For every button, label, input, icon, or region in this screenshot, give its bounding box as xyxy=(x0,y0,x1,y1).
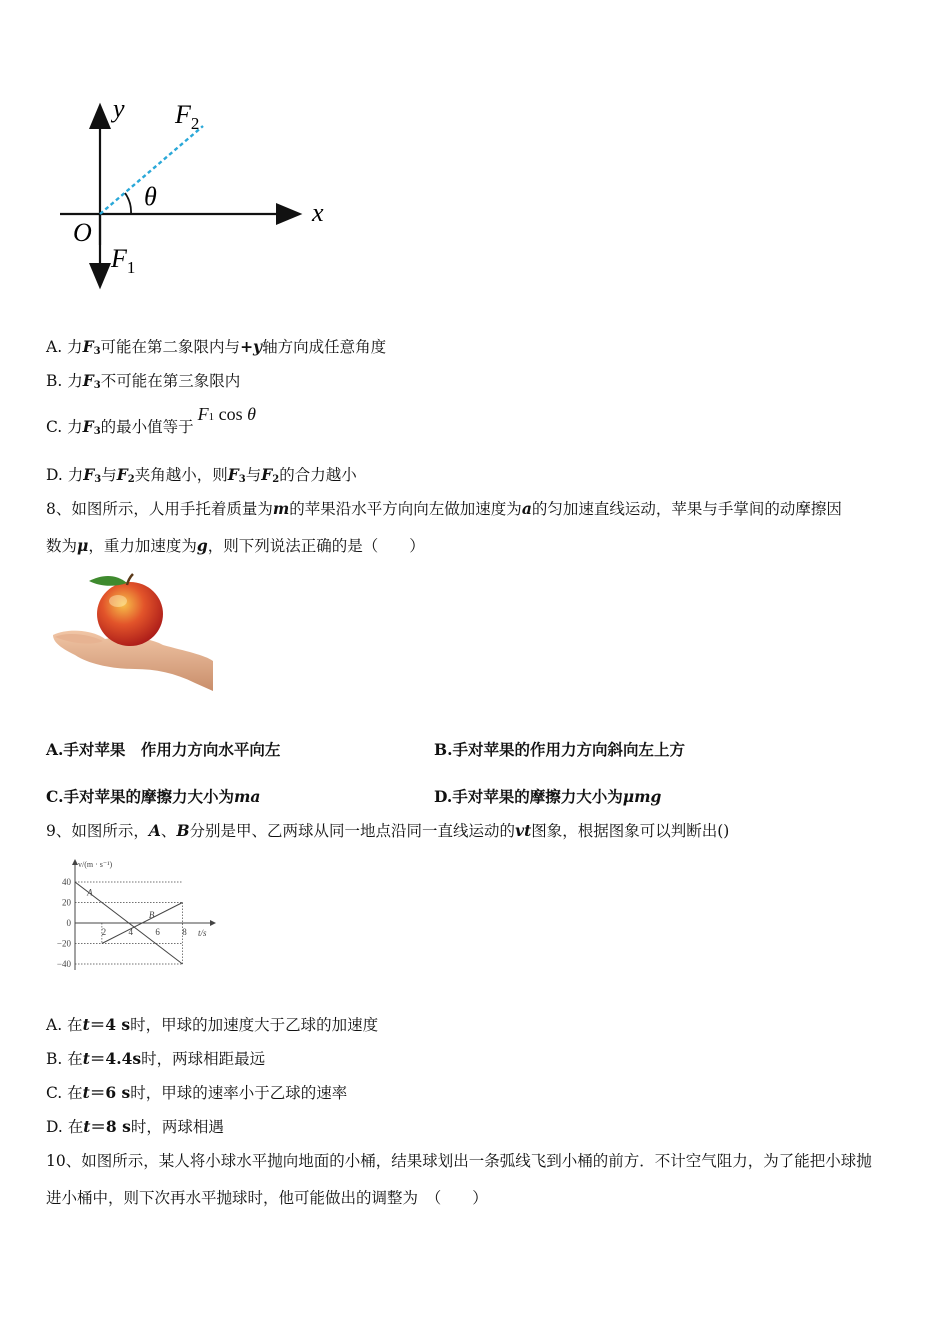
q7-d-tail: 的合力越小 xyxy=(279,466,357,484)
chart-series-label: A xyxy=(87,887,93,898)
chart-y-tick-label: −40 xyxy=(56,959,71,969)
q8-d-math: μmg xyxy=(622,787,662,806)
q7-d-f3: F xyxy=(83,465,95,484)
q9-b-prefix: B. 在 xyxy=(46,1050,83,1068)
chart-series-label: B xyxy=(148,909,155,920)
q9-option-c xyxy=(46,1081,347,1103)
q9-c-t: t xyxy=(82,1083,90,1102)
q9-a-value: ＝4 s xyxy=(89,1015,131,1034)
q9-vt: vt xyxy=(515,821,532,840)
q9-text-d: ) xyxy=(723,822,730,840)
force-diagram xyxy=(55,95,345,305)
q8-c-text: C.手对苹果的摩擦力大小为 xyxy=(46,787,234,806)
q9-a-prefix: A. 在 xyxy=(46,1016,83,1034)
f1-label: $F_1$ xyxy=(111,244,136,277)
q7-d-f2b: F xyxy=(261,465,273,484)
q8-option-d xyxy=(434,785,661,807)
q7-b-text: 不可能在第三象限内 xyxy=(100,372,241,390)
q9-option-d xyxy=(46,1115,224,1137)
y-axis-label: y xyxy=(113,95,125,123)
q8-option-c xyxy=(46,785,260,807)
q8-mu: μ xyxy=(77,536,89,555)
q8-text-b: 的苹果沿水平方向向左做加速度为 xyxy=(289,500,522,518)
q7-d-mid: 与 xyxy=(101,466,117,484)
q8-text-f: ，则下列说法正确的是（ ） xyxy=(207,537,425,555)
q9-text-c: 图象，根据图象可以判断出( xyxy=(531,822,724,840)
q9-d-value: ＝8 s xyxy=(90,1117,131,1136)
q9-a-t: t xyxy=(82,1015,90,1034)
q10-text-1: 如图所示，某人将小球水平抛向地面的小桶，结果球划出一条弧线飞到小桶的前方．不计空气阻力，为了能把小球抛 xyxy=(81,1152,872,1170)
theta-arc xyxy=(125,193,131,214)
q8-g: g xyxy=(196,536,208,555)
q7-d-mid2: 与 xyxy=(245,466,262,484)
q7-a-sub: 3 xyxy=(93,346,101,357)
vt-chart xyxy=(50,855,225,985)
q9-text-a: 如图所示， xyxy=(71,822,149,840)
q9-d-prefix: D. 在 xyxy=(46,1118,84,1136)
q9-option-b xyxy=(46,1047,265,1069)
q9-number: 9、 xyxy=(46,822,72,840)
q9-a: A xyxy=(148,821,161,840)
q8-stem-line2 xyxy=(46,534,425,556)
q7-c-text: 的最小值等于 xyxy=(100,418,194,436)
q9-b-t: t xyxy=(82,1049,90,1068)
q7-d-f3-sub: 3 xyxy=(94,474,102,485)
chart-y-tick-label: 40 xyxy=(62,877,71,887)
q8-text-d: 数为 xyxy=(46,537,78,555)
f2-label: $F_2$ xyxy=(175,100,200,133)
origin-label: O xyxy=(73,218,92,247)
q8-d-text: D.手对苹果的摩擦力大小为 xyxy=(434,787,623,806)
q8-option-a: A.手对苹果 作用力方向水平向左 xyxy=(46,740,281,759)
q10-stem-line2: 进小桶中，则下次再水平抛球时，他可能做出的调整为 （ ） xyxy=(46,1189,488,1207)
q7-a-tail: 轴方向成任意角度 xyxy=(262,338,387,356)
q7-d-text: 夹角越小，则 xyxy=(134,466,228,484)
chart-x-tick-label: 2 xyxy=(101,927,107,937)
formula-cos: cos xyxy=(218,404,243,424)
chart-y-tick-label: 20 xyxy=(62,897,71,908)
q9-option-a xyxy=(46,1013,378,1035)
chart-x-tick-label: 4 xyxy=(128,927,133,937)
q7-option-c xyxy=(46,403,257,437)
q8-option-b: B.手对苹果的作用力方向斜向左上方 xyxy=(434,740,685,759)
q7-b-sub: 3 xyxy=(93,380,101,391)
apple-highlight xyxy=(109,595,127,607)
formula-theta: θ xyxy=(247,404,257,424)
q9-a-text: 时，甲球的加速度大于乙球的加速度 xyxy=(130,1016,379,1034)
theta-label: θ xyxy=(144,182,157,211)
q8-text-c: 的匀加速直线运动，苹果与手掌间的动摩擦因 xyxy=(531,500,842,518)
q7-d-prefix: D. 力 xyxy=(46,466,84,484)
q8-number: 8、 xyxy=(46,500,72,518)
q9-b: B xyxy=(176,821,190,840)
q7-b-force: F xyxy=(82,371,94,390)
q9-sep: 、 xyxy=(160,822,177,840)
q9-b-text: 时，两球相距最远 xyxy=(141,1050,266,1068)
q8-text-e: ，重力加速度为 xyxy=(88,537,197,555)
chart-x-tick-label: 6 xyxy=(155,927,160,937)
chart-y-tick-label: 0 xyxy=(66,918,71,928)
q9-stem xyxy=(46,819,729,841)
q7-d-f3b: F xyxy=(227,465,239,484)
q7-option-b xyxy=(46,369,240,391)
q10-number: 10、 xyxy=(46,1152,82,1170)
q7-c-sub: 3 xyxy=(93,426,101,437)
q7-a-text: 可能在第二象限内与 xyxy=(100,338,241,356)
q7-a-force: F xyxy=(82,337,94,356)
q9-d-text: 时，两球相遇 xyxy=(130,1118,224,1136)
chart-x-tick-label: 8 xyxy=(182,927,187,937)
q7-d-f2-sub: 2 xyxy=(127,474,135,485)
q7-d-f2b-sub: 2 xyxy=(272,474,280,485)
q7-c-force: F xyxy=(82,417,94,436)
q8-m: m xyxy=(272,499,290,518)
q7-option-d xyxy=(46,463,357,485)
x-axis-label: x xyxy=(312,198,324,227)
q7-c-formula xyxy=(198,404,256,424)
q9-c-value: ＝6 s xyxy=(89,1083,131,1102)
apple-shape xyxy=(97,582,163,646)
q7-d-f2: F xyxy=(116,465,128,484)
q8-a: a xyxy=(521,499,532,518)
q10-stem-line1 xyxy=(46,1149,872,1171)
formula-f: F xyxy=(197,404,209,424)
q9-b-value: ＝4.4s xyxy=(89,1049,142,1068)
chart-y-tick-label: −20 xyxy=(56,938,71,949)
chart-y-label: v/(m · s⁻¹) xyxy=(78,860,113,869)
q9-c-text: 时，甲球的速率小于乙球的速率 xyxy=(130,1084,348,1102)
apple-on-hand-image xyxy=(45,565,213,691)
q8-stem-line1 xyxy=(46,497,842,519)
q8-text-a: 如图所示，人用手托着质量为 xyxy=(71,500,273,518)
q7-a-prefix: A. 力 xyxy=(46,338,83,356)
q7-b-prefix: B. 力 xyxy=(46,372,83,390)
formula-sub: 1 xyxy=(208,411,215,423)
q7-option-a xyxy=(46,335,386,357)
q7-a-axis: +y xyxy=(240,337,263,356)
q9-d-t: t xyxy=(83,1117,91,1136)
chart-x-arrow xyxy=(210,920,216,926)
q8-c-math: ma xyxy=(233,787,261,806)
q9-c-prefix: C. 在 xyxy=(46,1084,83,1102)
q7-d-f3b-sub: 3 xyxy=(238,474,246,485)
q7-c-prefix: C. 力 xyxy=(46,418,83,436)
chart-x-label: t/s xyxy=(198,928,207,938)
q9-text-b: 分别是甲、乙两球从同一地点沿同一直线运动的 xyxy=(189,822,516,840)
